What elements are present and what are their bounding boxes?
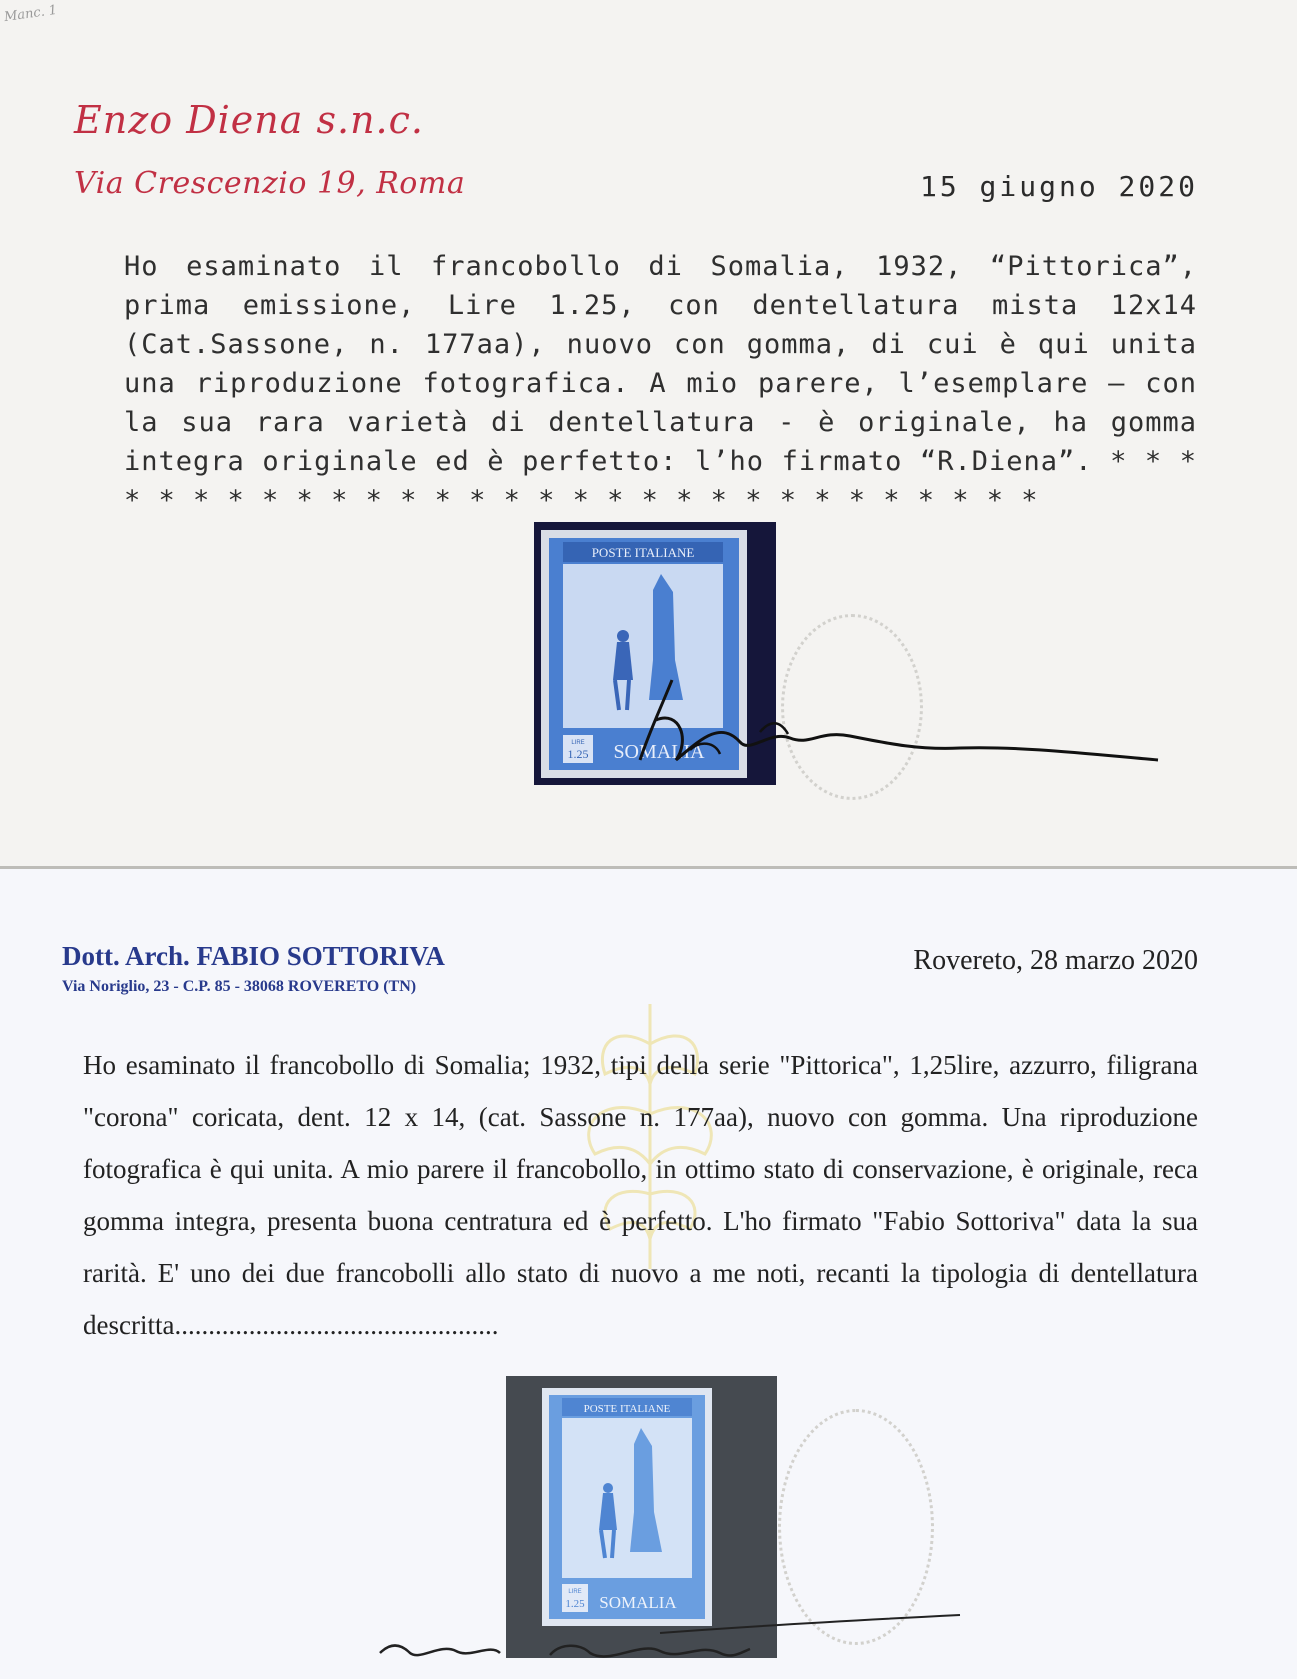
- stamp-country: SOMALIA: [599, 1593, 677, 1612]
- stamp-top-text: POSTE ITALIANE: [591, 545, 695, 560]
- certificate-date: 15 giugno 2020: [919, 170, 1198, 203]
- stamp-photo: [542, 1388, 712, 1626]
- certificate-text: Ho esaminato il francobollo di Somalia, 1932, “Pittorica”, prima emissione, Lire 1.25, con dentellatura mista 12x14 (Cat.Sassone, n. 177aa), nuovo con gomma, di cui è qui unita una riproduzione fotografica. A mio parere, l’esemplare – con la sua rara varietà di dentellatura - è originale, ha gomma integra originale ed è perfetto: l’ho firmato “R.Diena”. * * * * * * * * * * * * * * * * * * * * * * * * * * * * * *: [124, 251, 1197, 516]
- certificate-text: Ho esaminato il francobollo di Somalia; 1932, tipi della serie "Pittorica", 1,25lire, azzurro, filigrana "corona" coricata, dent. 12 x 14, (cat. Sassone n. 177aa), nuovo con gomma. Una riproduzione fotografica è qui unita. A mio parere il francobollo, in ottimo stato di conservazione, è originale, reca gomma integra, presenta buona centratura ed è perfetto. L'ho firmato "Fabio Sottoriva" data la sua rarità. E' uno dei due francobolli allo stato di nuovo a me noti, recanti la tipologia di dentellatura descritta................................................: [83, 1050, 1198, 1340]
- issuer-address: Via Crescenzio 19, Roma: [74, 166, 466, 201]
- certificate-sottoriva: [0, 869, 1297, 1679]
- svg-text:1.25: 1.25: [567, 747, 589, 761]
- embossed-seal: [778, 1409, 934, 1645]
- svg-text:LIRE: LIRE: [568, 1589, 582, 1595]
- signature-diena: [620, 650, 1160, 780]
- pencil-note: Manc. 1: [3, 2, 59, 26]
- certificate-date: Rovereto, 28 marzo 2020: [913, 945, 1198, 976]
- svg-text:1.25: 1.25: [565, 1598, 585, 1610]
- svg-text:LIRE: LIRE: [571, 740, 585, 746]
- issuer-name: Enzo Diena s.n.c.: [74, 98, 425, 142]
- issuer-name: Dott. Arch. FABIO SOTTORIVA: [62, 941, 445, 971]
- stamp-top-text: POSTE ITALIANE: [583, 1403, 671, 1415]
- issuer-address: Via Noriglio, 23 - C.P. 85 - 38068 ROVERETO (TN): [62, 978, 417, 995]
- signature-sottoriva: [360, 1613, 1000, 1679]
- stamp-country: SOMALIA: [613, 741, 705, 763]
